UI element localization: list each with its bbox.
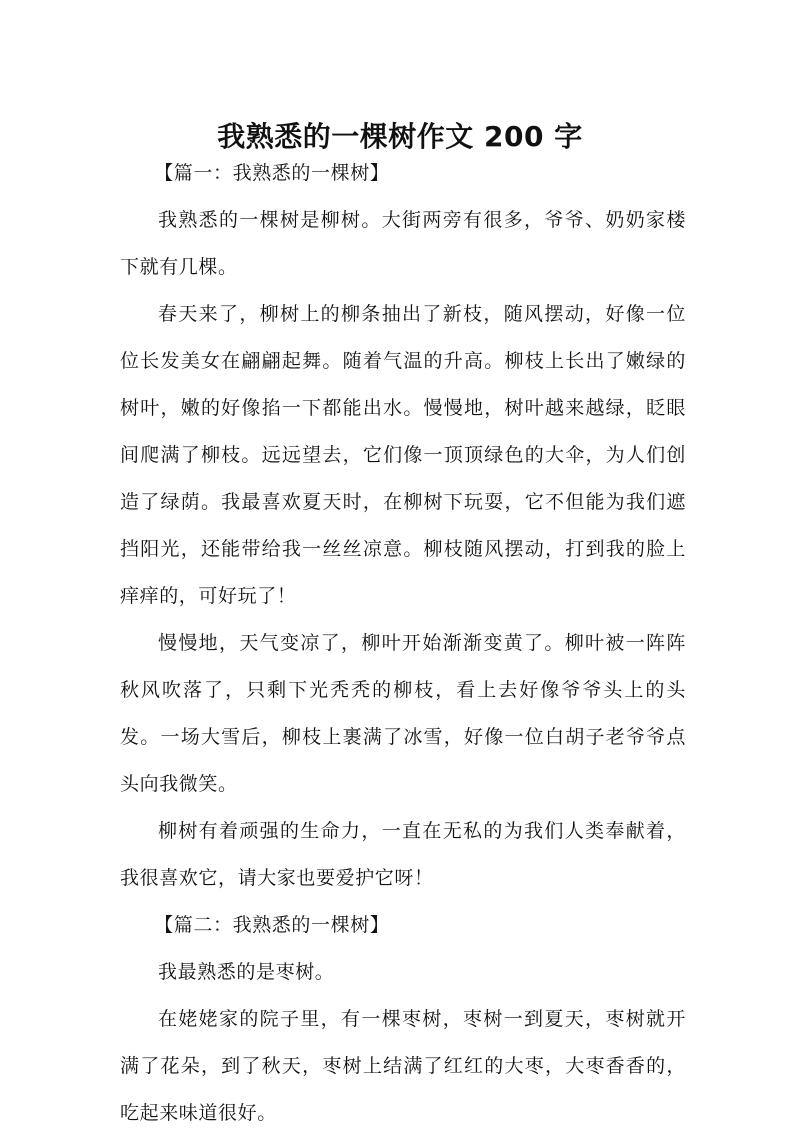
paragraph: 我最熟悉的是枣树。 (158, 961, 335, 983)
section-heading-1: 【篇一：我熟悉的一棵树】 (154, 162, 390, 184)
paragraph: 柳树有着顽强的生命力，一直在无私的为我们人类奉献着，我很喜欢它，请大家也要爱护它呀！ (120, 820, 686, 889)
document-title: 我熟悉的一棵树作文 200 字 (217, 119, 583, 153)
document-body (120, 150, 686, 1137)
paragraph: 慢慢地，天气变凉了，柳叶开始渐渐变黄了。柳叶被一阵阵秋风吹落了，只剩下光秃秃的柳枝，看上去好像爷爷头上的头发。一场大雪后，柳枝上裹满了冰雪，好像一位白胡子老爷爷点头向我微笑。 (120, 632, 686, 795)
paragraph: 我熟悉的一棵树是柳树。大街两旁有很多，爷爷、奶奶家楼下就有几棵。 (120, 209, 686, 278)
paragraph: 春天来了，柳树上的柳条抽出了新枝，随风摆动，好像一位位长发美女在翩翩起舞。随着气温的升高。柳枝上长出了嫩绿的树叶，嫩的好像掐一下都能出水。慢慢地，树叶越来越绿，眨眼间爬满了柳枝。远远望去，它们像一顶顶绿色的大伞，为人们创造了绿荫。我最喜欢夏天时，在柳树下玩耍，它不但能为我们遮挡阳光，还能带给我一丝丝凉意。柳枝随风摆动，打到我的脸上痒痒的，可好玩了！ (120, 303, 686, 607)
paragraph: 在姥姥家的院子里，有一棵枣树，枣树一到夏天，枣树就开满了花朵，到了秋天，枣树上结满了红红的大枣，大枣香香的，吃起来味道很好。 (120, 1008, 686, 1124)
section-heading-2: 【篇二：我熟悉的一棵树】 (154, 914, 390, 936)
